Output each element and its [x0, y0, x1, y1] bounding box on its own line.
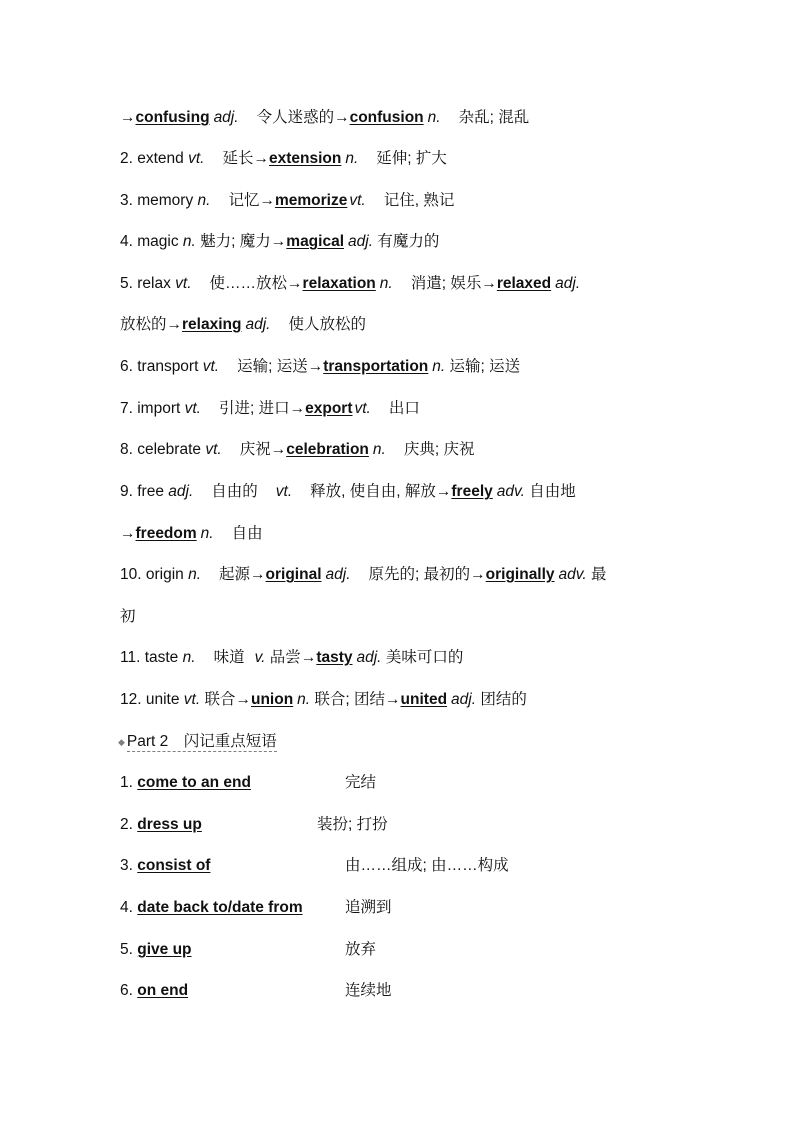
phrase-item	[120, 897, 303, 919]
headword: 10. origin	[120, 566, 184, 583]
answer-word: original	[265, 566, 322, 583]
headword: 6. transport	[120, 358, 199, 375]
vocab-item-3	[120, 190, 454, 212]
vocab-item-8	[120, 439, 474, 461]
meaning: 初	[120, 608, 136, 625]
part-of-speech: vt.	[175, 275, 192, 292]
meaning: 联合	[204, 691, 236, 708]
answer-word: magical	[286, 233, 345, 250]
part-of-speech: adv.	[558, 566, 587, 583]
phrase-item	[120, 855, 210, 877]
phrase-number: 1.	[120, 774, 133, 791]
part-of-speech: v.	[254, 649, 266, 666]
headword: 11. taste	[120, 649, 179, 666]
part-of-speech: adj.	[356, 649, 382, 666]
phrase-item	[120, 980, 188, 1002]
meaning: 令人迷惑的	[256, 109, 335, 126]
phrase-item	[120, 772, 251, 794]
meaning: 运输; 运送	[449, 358, 521, 375]
meaning: 联合; 团结	[314, 691, 386, 708]
answer-word: union	[250, 691, 294, 708]
answer-word: confusing	[135, 109, 210, 126]
vocab-item-12	[120, 689, 527, 711]
headword: 7. import	[120, 400, 181, 417]
phrase-number: 3.	[120, 857, 133, 874]
answer-phrase: date back to/date from	[137, 899, 303, 916]
meaning: 使……放松	[209, 275, 288, 292]
part-of-speech: n.	[200, 525, 214, 542]
part-of-speech: n.	[182, 649, 196, 666]
meaning: 团结的	[480, 691, 527, 708]
part-of-speech: n.	[345, 150, 359, 167]
part-of-speech: adj.	[348, 233, 374, 250]
phrase-meaning: 由……组成; 由……构成	[345, 857, 509, 874]
phrase-meaning: 追溯到	[345, 899, 392, 916]
part-of-speech: vt.	[205, 441, 222, 458]
meaning: 品尝	[269, 649, 301, 666]
answer-word: relaxation	[302, 275, 376, 292]
part-of-speech: n.	[197, 192, 211, 209]
meaning: 释放, 使自由, 解放	[310, 483, 436, 500]
part-of-speech: adj.	[325, 566, 351, 583]
part-of-speech: vt.	[188, 150, 205, 167]
part-of-speech: adj.	[168, 483, 194, 500]
meaning: 消遣; 娱乐	[410, 275, 482, 292]
meaning: 起源	[219, 566, 251, 583]
vocab-item-4	[120, 231, 439, 253]
answer-word: transportation	[323, 358, 429, 375]
vocab-item-9-continuation	[120, 523, 263, 545]
phrase-item	[120, 814, 202, 836]
meaning: 魅力; 魔力	[200, 233, 271, 250]
meaning: 延长	[222, 150, 254, 167]
meaning: 运输; 运送	[237, 358, 308, 375]
part-of-speech: n.	[297, 691, 311, 708]
meaning: 出口	[388, 400, 420, 417]
phrase-meaning: 完结	[345, 774, 377, 791]
part-of-speech: vt.	[202, 358, 220, 375]
phrase-item	[120, 939, 192, 961]
arrow-icon: →	[470, 566, 486, 583]
meaning: 记住, 熟记	[383, 192, 455, 209]
part-of-speech: vt.	[184, 400, 201, 417]
diamond-bullet-icon: ◆	[118, 737, 125, 747]
meaning: 味道	[213, 649, 245, 666]
arrow-icon: →	[259, 192, 275, 209]
arrow-icon: →	[334, 109, 350, 126]
vocab-item-7	[120, 398, 420, 420]
phrase-number: 6.	[120, 982, 133, 999]
arrow-icon: →	[307, 358, 324, 375]
arrow-icon: →	[385, 691, 401, 708]
part-of-speech: n.	[188, 566, 202, 583]
arrow-icon: →	[235, 691, 251, 708]
vocab-item-10	[120, 564, 607, 586]
arrow-icon: →	[270, 441, 287, 458]
phrase-number: 5.	[120, 941, 133, 958]
answer-word: export	[305, 400, 353, 417]
headword: 4. magic	[120, 233, 179, 250]
part-of-speech: n.	[432, 358, 446, 375]
answer-word: tasty	[316, 649, 353, 666]
answer-word: originally	[485, 566, 555, 583]
answer-phrase: give up	[137, 941, 192, 958]
answer-word: freely	[451, 483, 493, 500]
part-of-speech: adj.	[555, 275, 581, 292]
meaning: 自由的	[211, 483, 258, 500]
meaning: 记忆	[228, 192, 260, 209]
headword: 9. free	[120, 483, 164, 500]
section-title: Part 2 闪记重点短语	[126, 733, 277, 751]
part-of-speech: vt.	[354, 400, 371, 417]
vocab-item-9	[120, 481, 576, 503]
answer-word: memorize	[274, 192, 348, 209]
part-of-speech: adj.	[451, 691, 477, 708]
phrase-number: 2.	[120, 816, 133, 833]
vocab-item-5	[120, 273, 580, 295]
meaning: 延伸; 扩大	[376, 150, 447, 167]
answer-phrase: on end	[137, 982, 189, 999]
answer-word: relaxed	[496, 275, 552, 292]
answer-phrase: dress up	[137, 816, 202, 833]
vocab-item-10-continuation	[120, 606, 136, 628]
arrow-icon: →	[120, 109, 136, 126]
meaning: 自由	[231, 525, 263, 542]
meaning: 引进; 进口	[219, 400, 290, 417]
answer-phrase: consist of	[137, 857, 211, 874]
meaning: 使人放松的	[288, 316, 366, 333]
meaning: 原先的; 最初的	[368, 566, 471, 583]
vocab-item-5-continuation	[120, 314, 366, 336]
answer-word: celebration	[286, 441, 369, 458]
answer-word: united	[400, 691, 448, 708]
meaning: 美味可口的	[385, 649, 464, 666]
arrow-icon: →	[287, 275, 303, 292]
phrase-meaning: 装扮; 打扮	[317, 816, 388, 833]
part-of-speech: vt.	[349, 192, 366, 209]
part-of-speech: n.	[372, 441, 386, 458]
answer-word: freedom	[135, 525, 197, 542]
answer-word: relaxing	[182, 316, 242, 333]
phrase-meaning: 连续地	[345, 982, 392, 999]
part-of-speech: vt.	[183, 691, 201, 708]
part-of-speech: n.	[182, 233, 196, 250]
vocab-item-6	[120, 356, 520, 378]
meaning: 自由地	[529, 483, 576, 500]
vocab-line-continuation	[120, 107, 529, 129]
arrow-icon: →	[289, 400, 306, 417]
part-of-speech: vt.	[275, 483, 293, 500]
meaning: 放松的	[120, 316, 167, 333]
phrase-number: 4.	[120, 899, 133, 916]
arrow-icon: →	[435, 483, 452, 500]
arrow-icon: →	[250, 566, 266, 583]
arrow-icon: →	[300, 649, 317, 666]
arrow-icon: →	[166, 316, 183, 333]
section-heading	[118, 731, 277, 753]
headword: 5. relax	[120, 275, 171, 292]
phrase-meaning: 放弃	[345, 941, 377, 958]
arrow-icon: →	[270, 233, 287, 250]
headword: 8. celebrate	[120, 441, 201, 458]
arrow-icon: →	[481, 275, 497, 292]
vocab-item-2	[120, 148, 447, 170]
meaning: 庆祝	[239, 441, 271, 458]
part-of-speech: adj.	[245, 316, 271, 333]
part-of-speech: n.	[427, 109, 441, 126]
headword: 12. unite	[120, 691, 180, 708]
arrow-icon: →	[120, 525, 136, 542]
part-of-speech: adj.	[213, 109, 239, 126]
arrow-icon: →	[253, 150, 269, 167]
meaning: 最	[591, 566, 607, 583]
answer-word: confusion	[349, 109, 424, 126]
meaning: 杂乱; 混乱	[458, 109, 530, 126]
part-of-speech: adv.	[496, 483, 525, 500]
answer-word: extension	[268, 150, 342, 167]
answer-phrase: come to an end	[137, 774, 251, 791]
meaning: 庆典; 庆祝	[403, 441, 475, 458]
meaning: 有魔力的	[377, 233, 440, 250]
headword: 3. memory	[120, 192, 194, 209]
headword: 2. extend	[120, 150, 184, 167]
vocab-item-11	[120, 647, 463, 669]
part-of-speech: n.	[379, 275, 393, 292]
